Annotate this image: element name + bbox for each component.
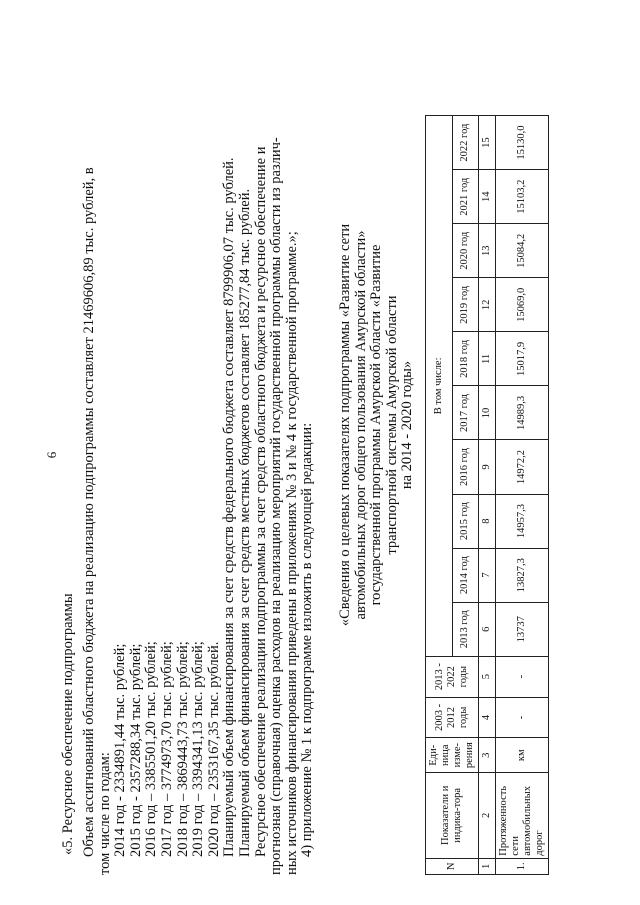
section-title: «5. Ресурсное обеспечение подпрограммы xyxy=(60,593,76,855)
column-number: 4 xyxy=(479,697,496,738)
year-line: 2017 год – 3774973,70 тыс. рублей; xyxy=(158,641,175,857)
row-value: 13827,3 xyxy=(496,548,549,602)
header-2003-2012: 2003 - 2012 годы xyxy=(426,697,479,738)
header-year: 2014 год xyxy=(452,548,479,602)
heading-line: «Сведения о целевых показателях подпрограммы «Развитие сети xyxy=(337,223,353,627)
year-line: 2014 год - 2334891,44 тыс. рублей; xyxy=(112,643,129,857)
table-row xyxy=(496,116,549,875)
year-line: 2020 год – 2353167,35 тыс. рублей. xyxy=(205,641,222,857)
header-including: В том числе: xyxy=(426,116,453,657)
table-heading xyxy=(338,205,416,645)
row-2013-2022: - xyxy=(496,656,549,697)
heading-line: транспортной системы Амурской области xyxy=(383,295,400,555)
year-line: 2019 год – 3394341,13 тыс. рублей; xyxy=(190,641,207,857)
heading-line: автомобильных дорог общего пользования Амурской области» xyxy=(352,230,369,620)
heading-line: на 2014 - 2020 годы» xyxy=(399,360,416,490)
header-year: 2022 год xyxy=(452,116,479,170)
column-number: 2 xyxy=(479,773,496,859)
body-text xyxy=(82,35,316,875)
paragraph-allocation: Объем ассигнований областного бюджета на реализацию подпрограммы составляет 21469606,89 тыс. рублей, в xyxy=(81,167,97,857)
column-number: 13 xyxy=(479,224,496,278)
column-number: 15 xyxy=(479,116,496,170)
row-value: 14957,3 xyxy=(496,494,549,548)
header-unit: Еди-ница изме-рения xyxy=(426,738,479,773)
row-value: 14972,2 xyxy=(496,440,549,494)
paragraph-resources-cont: прогнозная (справочная) оценка расходов на реализацию мероприятий государственной программы области из различ- xyxy=(268,137,285,875)
column-number: 12 xyxy=(479,278,496,332)
row-unit: км xyxy=(496,738,549,773)
column-number: 14 xyxy=(479,170,496,224)
header-year: 2013 год xyxy=(452,602,479,656)
row-2003-2012: - xyxy=(496,697,549,738)
column-number: 7 xyxy=(479,548,496,602)
paragraph-local: Планируемый объем финансирования за счет средств местных бюджетов составляет 185277,84 тыс. рублей. xyxy=(236,188,253,857)
header-year: 2016 год xyxy=(452,440,479,494)
table-number-row xyxy=(479,116,496,875)
row-value: 15017,9 xyxy=(496,332,549,386)
header-year: 2021 год xyxy=(452,170,479,224)
paragraph-resources: Ресурсное обеспечение реализации подпрограммы за счет средств областного бюджета и ресурсное обеспечение и xyxy=(252,146,269,857)
column-number: 5 xyxy=(479,656,496,697)
header-year: 2017 год xyxy=(452,386,479,440)
page-number: 6 xyxy=(44,451,59,459)
column-number: 3 xyxy=(479,738,496,773)
row-value: 15069,0 xyxy=(496,278,549,332)
header-indicator: Показатели и индика-тора xyxy=(426,773,479,859)
table-header-row xyxy=(426,116,453,875)
column-number: 9 xyxy=(479,440,496,494)
header-year: 2019 год xyxy=(452,278,479,332)
column-number: 11 xyxy=(479,332,496,386)
rotated-content xyxy=(40,35,600,875)
row-n: 1. xyxy=(496,858,549,874)
row-value: 15130,0 xyxy=(496,116,549,170)
column-number: 1 xyxy=(479,858,496,874)
column-number: 6 xyxy=(479,602,496,656)
heading-line: государственной программы Амурской области «Развитие xyxy=(368,244,385,606)
header-year: 2015 год xyxy=(452,494,479,548)
column-number: 8 xyxy=(479,494,496,548)
indicators-table xyxy=(425,115,549,875)
row-value: 13737 xyxy=(496,602,549,656)
row-value: 14989,3 xyxy=(496,386,549,440)
row-indicator-name: Протяженность сети автомобильных дорог xyxy=(496,773,549,859)
header-year: 2018 год xyxy=(452,332,479,386)
row-value: 15103,2 xyxy=(496,170,549,224)
paragraph-resources-cont: ных источников финансирования приведены в приложениях № 3 и № 4 к государственной программе.»; xyxy=(283,231,300,875)
row-value: 15084,2 xyxy=(496,224,549,278)
year-line: 2018 год – 3869443,73 тыс. рублей; xyxy=(174,641,191,857)
year-line: 2016 год – 3385501,20 тыс. рублей; xyxy=(143,641,160,857)
header-2013-2022: 2013 - 2022 годы xyxy=(426,656,479,697)
paragraph-amendment: 4) приложение № 1 к подпрограмме изложить в следующей редакции: xyxy=(299,422,316,857)
year-line: 2015 год - 2357288,34 тыс. рублей; xyxy=(127,643,144,857)
header-n: N xyxy=(426,858,479,874)
header-year: 2020 год xyxy=(452,224,479,278)
paragraph-federal: Планируемый объем финансирования за счет средств федерального бюджета составляет 8799906,07 тыс. рублей. xyxy=(221,157,238,857)
paragraph-allocation-cont: том числе по годам: xyxy=(96,752,113,875)
column-number: 10 xyxy=(479,386,496,440)
